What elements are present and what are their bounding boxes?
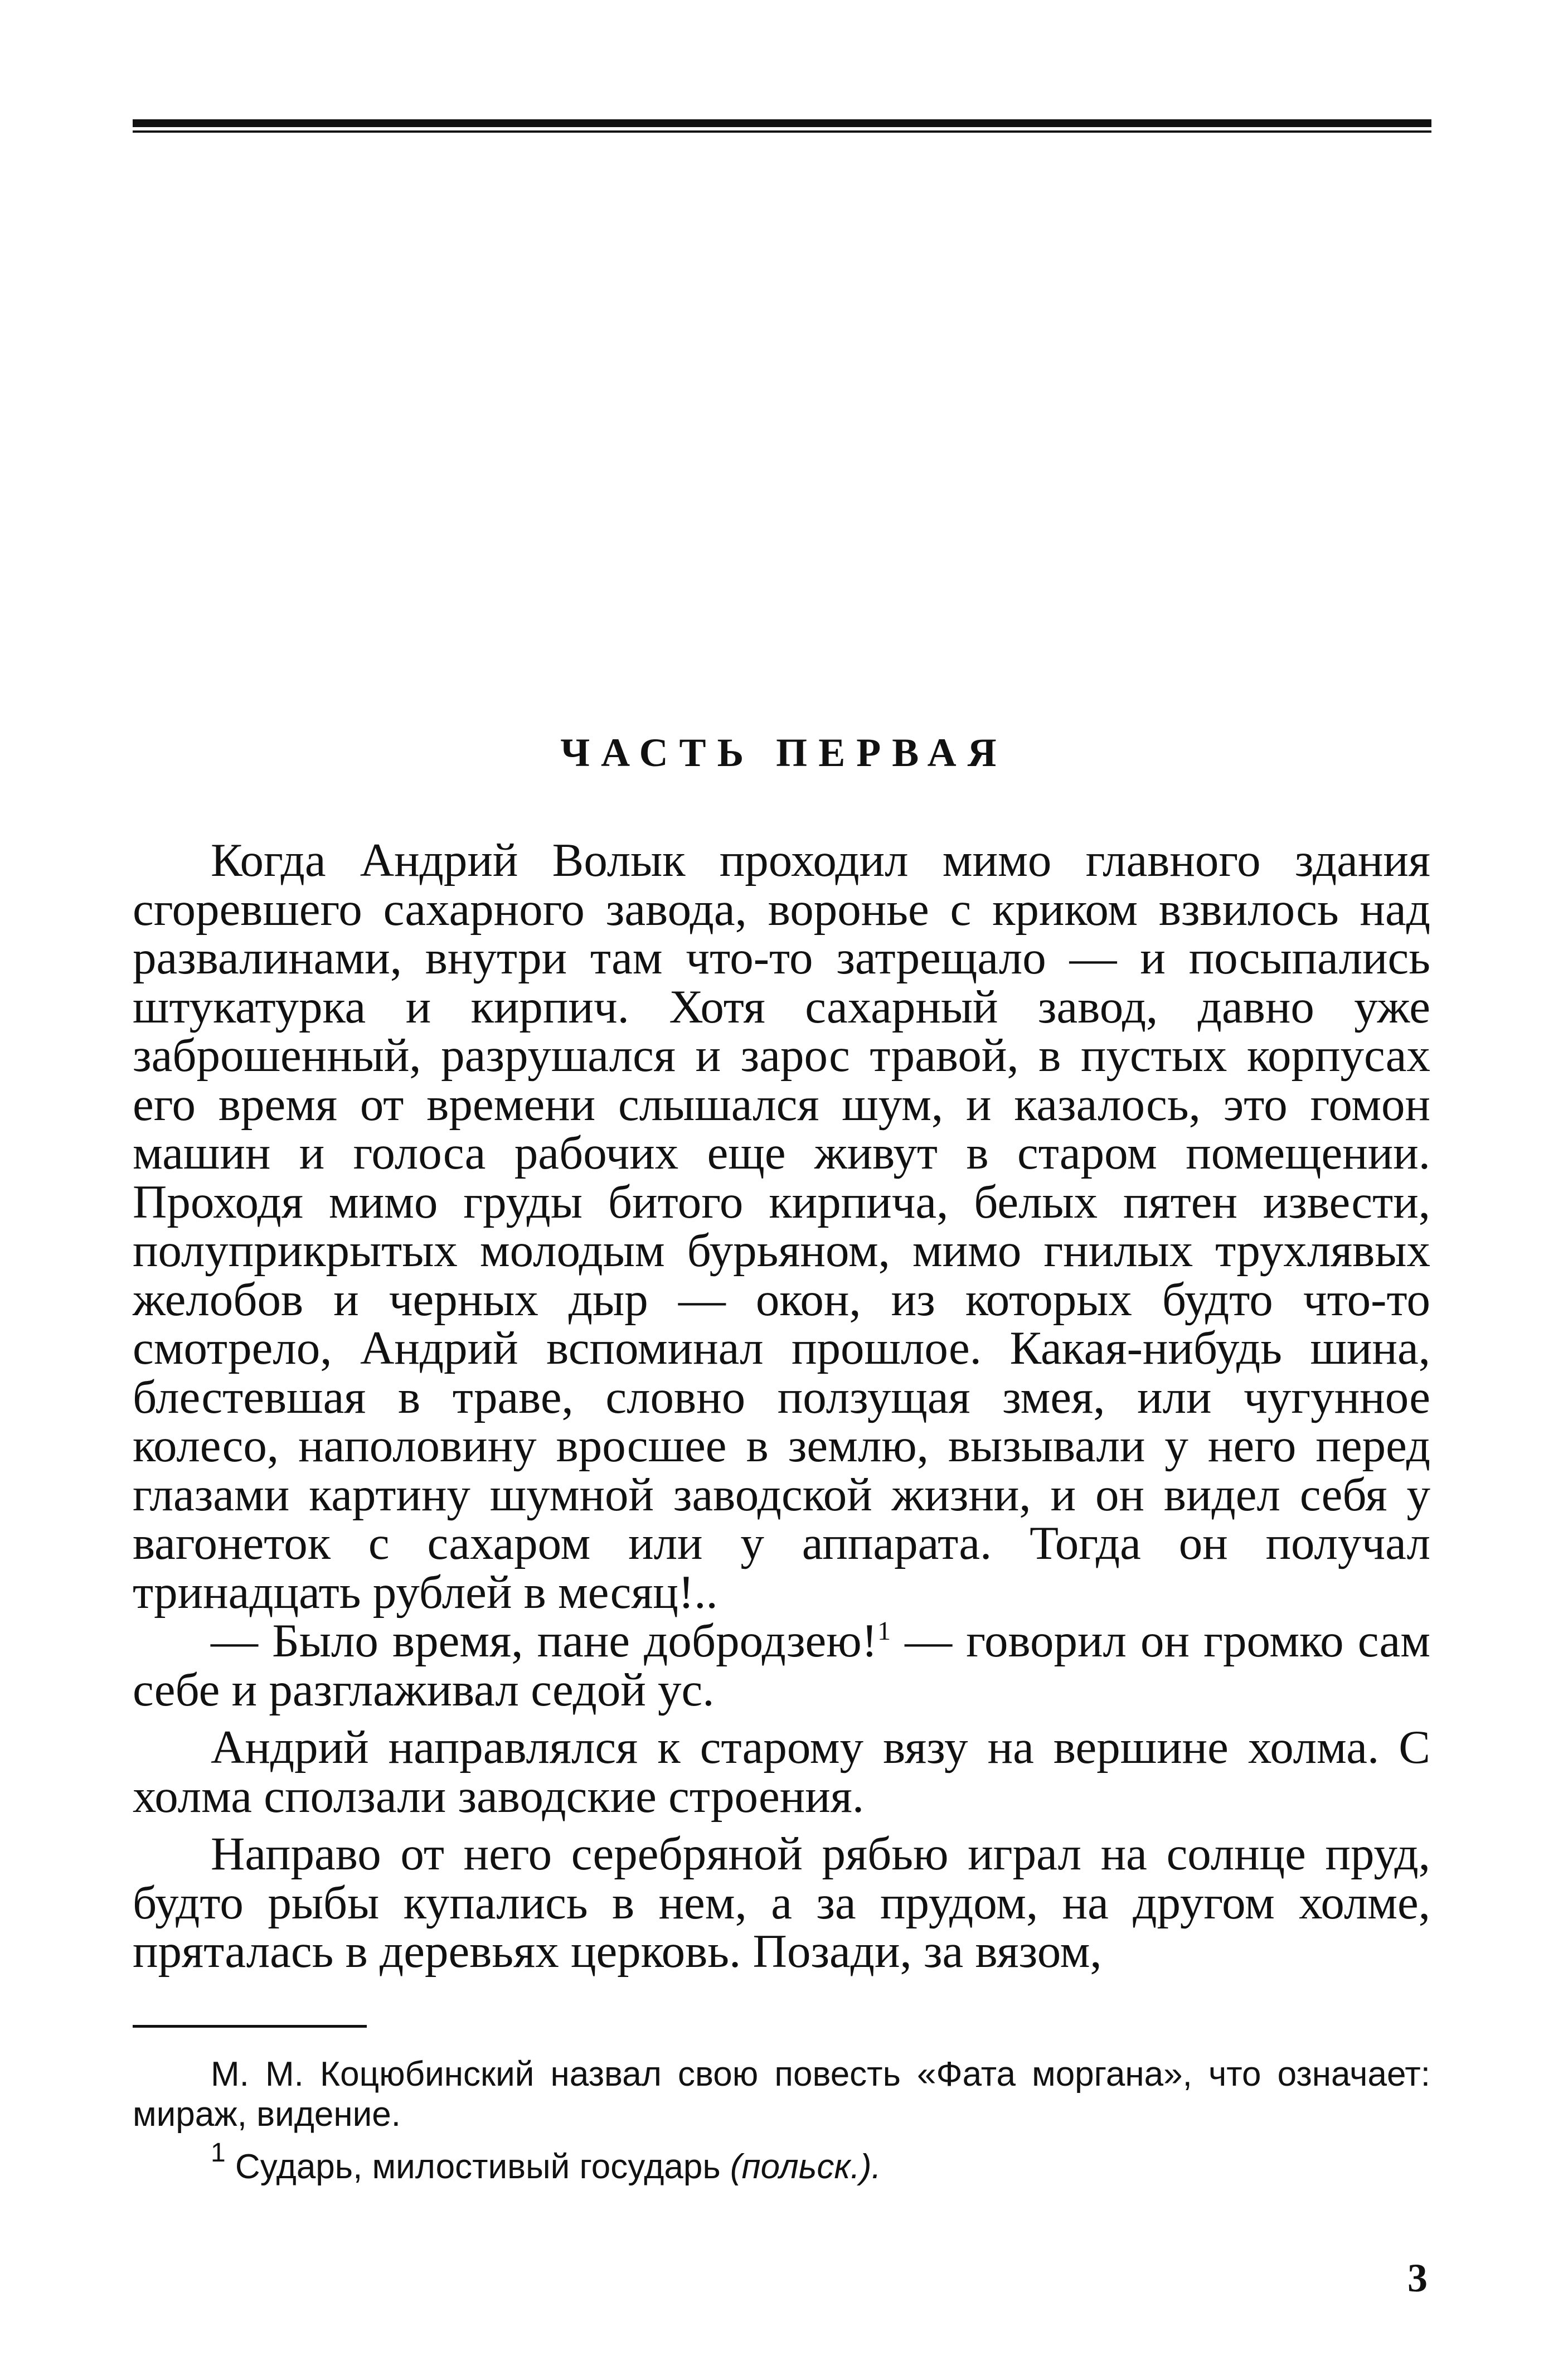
- paragraph: Направо от него серебряной рябью играл на солнце пруд, будто рыбы купались в нем, а за прудом, на другом холме, пряталась в деревьях церковь. Позади, за вязом,: [133, 1828, 1430, 1978]
- page-number: 3: [1407, 2256, 1428, 2300]
- footnote-number: 1: [211, 2138, 226, 2168]
- paragraph: Андрий направлялся к старому вязу на вершине холма. С холма сползали заводские строения.: [133, 1721, 1430, 1823]
- footnote-divider: [133, 2025, 367, 2028]
- dialog-continuation: — говорил он громко сам себе и разглаживал седой ус.: [133, 1615, 1430, 1716]
- paragraph: Когда Андрий Волык проходил мимо главного здания сгоревшего сахарного завода, воронье с криком взвилось над развалинами, внутри там что-то затрещало — и посыпались штукатурка и кирпич. Хотя сахарный завод, давно уже заброшенный, разрушался и зарос травой, в пустых корпусах его время от времени слышался шум, и казалось, это гомон машин и голоса рабочих еще живут в старом помещении. Проходя мимо груды битого кирпича, белых пятен извести, полуприкрытых молодым бурьяном, мимо гнилых трухлявых желобов и черных дыр — окон, из которых будто что-то смотрело, Андрий вспоминал прошлое. Какая-нибудь шина, блестевшая в траве, словно ползущая змея, или чугунное колесо, наполовину вросшее в землю, вызывали у него перед глазами картину шумной заводской жизни, и он видел себя у вагонеток с сахаром или у аппарата. Тогда он получал тринадцать рублей в месяц!..: [133, 834, 1430, 1618]
- footnote-source: (польск.).: [730, 2148, 881, 2186]
- dialog-paragraph: [133, 1617, 1430, 1714]
- part-heading: ЧАСТЬ ПЕРВАЯ: [560, 730, 1008, 775]
- body-text: [133, 836, 1430, 1976]
- footnotes: [133, 2054, 1430, 2187]
- footnote-1: [133, 2138, 1430, 2187]
- footnote-author-note: М. М. Коцюбинский назвал свою повесть «Фата моргана», что означает: мираж, видение.: [133, 2055, 1430, 2134]
- footnote-text: Сударь, милостивый государь: [225, 2148, 730, 2186]
- top-rule: [133, 119, 1431, 127]
- footnote-marker: 1: [877, 1616, 891, 1646]
- dialog-line: — Было время, пане добродзею!: [211, 1615, 878, 1667]
- top-rule-thin: [133, 130, 1431, 133]
